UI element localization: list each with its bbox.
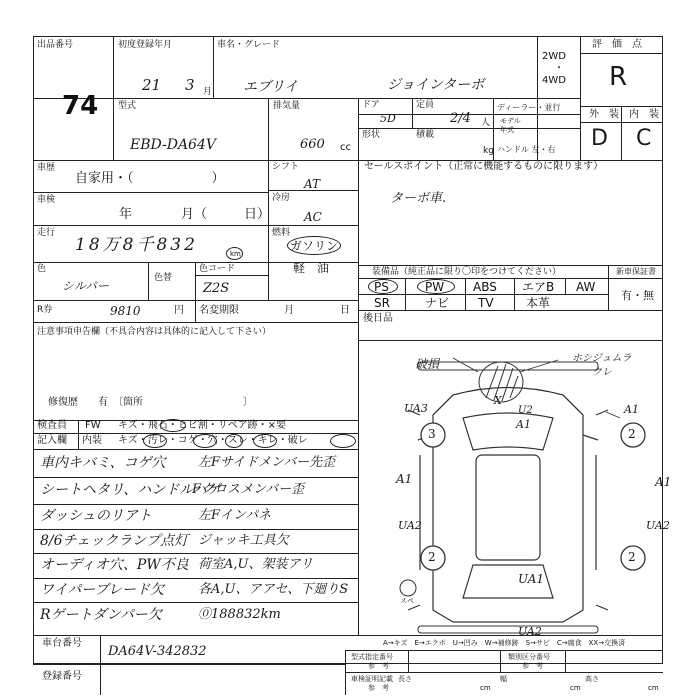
displacement-label: 排気量 xyxy=(273,101,301,111)
divider xyxy=(580,53,663,54)
mark-a1-right: A1 xyxy=(655,475,672,489)
mileage-value: 18万8千832 xyxy=(75,235,198,255)
inspection-day: 日） xyxy=(244,207,271,222)
tire-rr-number: 2 xyxy=(628,550,636,564)
namechange-day: 日 xyxy=(340,305,350,316)
car-damage-diagram xyxy=(358,340,663,638)
divider xyxy=(580,36,581,160)
divider xyxy=(33,225,268,226)
cert-ref: 参 考 xyxy=(368,684,389,692)
tire-rl-number: 2 xyxy=(428,550,436,564)
capacity-unit: 人 xyxy=(481,118,491,128)
interior-label: 内 装 xyxy=(629,109,659,120)
class-label: 類別区分番号 xyxy=(508,653,550,661)
note-right-6: 各A,U、アアセ、下廻りS xyxy=(198,582,349,597)
chassis-value: DA64V-342832 xyxy=(108,644,207,659)
inspector-items: キズ・飛石・ヒビ割・リペア跡・×要 xyxy=(118,420,286,431)
mark-circle xyxy=(160,419,186,432)
reg-year: 21 xyxy=(142,76,162,94)
color-swap-label: 色替 xyxy=(154,273,173,283)
divider xyxy=(213,36,214,98)
color-value: シルバー xyxy=(62,279,109,293)
shape-label: 形状 xyxy=(362,130,381,140)
mark-ua2-left: UA2 xyxy=(398,519,422,532)
length-label: 長さ xyxy=(398,675,412,683)
door-label: ドア xyxy=(362,100,380,110)
divider xyxy=(358,128,580,129)
divider xyxy=(33,322,358,323)
drive-4wd: 4WD xyxy=(542,75,566,86)
reg-label: 初度登録年月 xyxy=(118,40,173,50)
tire-fr-number: 2 xyxy=(628,427,636,441)
mark-circle xyxy=(193,434,217,448)
cert-label: 車検証明記載 xyxy=(351,675,393,683)
divider xyxy=(33,664,345,665)
divider xyxy=(358,310,663,311)
note-line-7: Rゲートダンパー欠 xyxy=(40,607,162,623)
divider xyxy=(268,98,269,160)
height-unit: cm xyxy=(648,684,659,692)
divider xyxy=(345,650,663,651)
tire-circles xyxy=(421,423,645,570)
record-label: 記入欄 xyxy=(37,435,67,446)
note-right-1: 左Fサイドメンバー先歪 xyxy=(198,455,336,470)
namechange-label: 名変期限 xyxy=(199,305,239,316)
divider xyxy=(148,262,149,300)
dealer-label: ディーラー・並行 xyxy=(497,103,561,112)
equip-tv: TV xyxy=(478,296,494,310)
history-label: 車歴 xyxy=(37,163,56,173)
fuel-label: 燃料 xyxy=(272,228,291,238)
recycle-unit: 円 xyxy=(174,305,184,316)
divider xyxy=(465,278,466,310)
handle-label: ハンドル 左・右 xyxy=(497,145,556,154)
divider xyxy=(33,433,358,434)
history-value: 自家用・（ ） xyxy=(75,171,225,186)
exterior-grade: D xyxy=(591,126,608,151)
divider xyxy=(33,553,358,554)
length-unit: cm xyxy=(480,684,491,692)
divider xyxy=(358,278,663,279)
mark-kure-front: クレ xyxy=(592,367,612,378)
note-right-5: 荷室A,U、架装アリ xyxy=(198,557,313,572)
class-ref: 参 考 xyxy=(522,662,543,670)
inspector-fw: FW xyxy=(85,420,101,431)
divider xyxy=(565,650,566,672)
divider xyxy=(358,294,608,295)
divider xyxy=(33,578,358,579)
mark-circle xyxy=(330,434,356,448)
mark-a1-front-right: A1 xyxy=(624,403,639,416)
divider xyxy=(33,192,268,193)
color-label: 色 xyxy=(37,264,47,274)
tire-fl-number: 3 xyxy=(428,427,436,441)
mark-a1-left: A1 xyxy=(396,472,413,486)
mark-hason: 破損 xyxy=(415,357,440,371)
note-line-6: ワイパーブレード欠 xyxy=(40,582,165,598)
equip-pw: PW xyxy=(425,280,445,294)
drive-dot: ・ xyxy=(554,63,564,74)
width-unit: cm xyxy=(570,684,581,692)
equip-abs: ABS xyxy=(473,280,497,294)
notice-label: 注意事項申告欄（不具合内容は具体的に記入して下さい） xyxy=(37,327,272,337)
warranty-label: 新車保証書 xyxy=(616,267,656,276)
note-right-7: ⓪188832km xyxy=(198,607,281,622)
mark-ua2-right: UA2 xyxy=(646,519,670,532)
type-cert-label: 型式指定番号 xyxy=(351,653,393,661)
door-value: 5D xyxy=(380,112,396,125)
divider xyxy=(33,477,358,478)
type-cert-ref: 参 考 xyxy=(368,662,389,670)
divider xyxy=(345,672,663,673)
registration-label: 登録番号 xyxy=(42,671,82,682)
divider xyxy=(405,278,406,310)
divider xyxy=(78,420,79,449)
note-right-2: Fクロスメンバー歪 xyxy=(192,482,305,497)
mark-a1-hood: A1 xyxy=(516,418,531,431)
divider xyxy=(358,98,359,160)
equip-ps-circle xyxy=(368,279,398,294)
colorcode-value: Z2S xyxy=(203,281,230,296)
eval-score: R xyxy=(609,62,628,92)
equip-leather: 本革 xyxy=(526,296,551,310)
capacity-label: 定員 xyxy=(416,100,435,110)
fuel-diesel: 軽 油 xyxy=(293,261,330,275)
interior-grade: C xyxy=(636,126,652,151)
note-line-5: オーディオ穴、PW不良 xyxy=(40,557,189,573)
divider xyxy=(33,602,358,603)
equip-airbag: エアB xyxy=(522,280,555,294)
displacement-value: 660 xyxy=(300,137,325,152)
inspection-year: 年 xyxy=(119,207,133,222)
equip-ps: PS xyxy=(374,280,389,294)
inspector-label: 検査員 xyxy=(37,420,67,431)
divider xyxy=(268,225,358,226)
aftermarket-label: 後日品 xyxy=(363,313,393,324)
divider xyxy=(500,650,501,672)
model-value: EBD-DA64V xyxy=(130,137,216,153)
divider xyxy=(412,98,413,128)
load-unit: kg xyxy=(483,146,494,156)
recycle-label: R券 xyxy=(37,305,53,315)
shift-value: AT xyxy=(304,177,321,191)
divider xyxy=(33,504,358,505)
mark-circle xyxy=(253,434,277,448)
namechange-month: 月 xyxy=(284,305,294,316)
reg-month: 3 xyxy=(185,76,195,94)
note-right-3: 左Fインパネ xyxy=(198,508,272,523)
divider xyxy=(514,278,515,310)
equip-pw-circle xyxy=(417,279,455,294)
equip-navi: ナビ xyxy=(425,296,450,310)
record-naiso: 内装 xyxy=(82,435,102,446)
equip-aw: AW xyxy=(576,280,596,294)
legend: A→キズ E→エクボ U→凹み W→補修跡 S→サビ C→腐食 XX→交換済 xyxy=(383,639,626,647)
fuel-gasoline-circle xyxy=(287,236,341,255)
divider xyxy=(195,262,196,322)
displacement-unit: cc xyxy=(340,142,351,153)
divider xyxy=(100,635,101,695)
mark-ua2-rear: UA2 xyxy=(518,625,542,638)
divider xyxy=(608,265,609,310)
inspection-month: 月（ xyxy=(181,207,208,222)
divider xyxy=(565,278,566,294)
note-line-3: ダッシュのリアト xyxy=(40,508,152,524)
equip-label: 装備品（純正品に限り〇印をつけてください） xyxy=(372,267,562,277)
mark-hoshijumura: ホシジュムラ xyxy=(572,353,632,364)
load-label: 積載 xyxy=(416,130,435,140)
equip-sr: SR xyxy=(374,296,390,310)
mark-ua1: UA1 xyxy=(518,572,545,586)
modelyear-label: モデル xyxy=(500,117,521,125)
ac-label: 冷房 xyxy=(272,193,291,203)
exterior-label: 外 装 xyxy=(589,109,619,120)
divider xyxy=(33,449,358,450)
divider xyxy=(33,529,358,530)
divider xyxy=(268,160,269,300)
mileage-label: 走行 xyxy=(37,228,56,238)
shift-label: シフト xyxy=(272,162,300,172)
car-grade: ジョインターボ xyxy=(387,77,485,93)
note-line-2: シートヘタリ、ハンドルハゲ xyxy=(40,482,221,498)
capacity-value: 2/4 xyxy=(450,111,471,126)
mark-circle xyxy=(225,434,243,448)
mileage-unit: km xyxy=(230,250,241,258)
km-circle xyxy=(226,247,243,260)
lot-label: 出品番号 xyxy=(37,40,74,50)
model-label: 型式 xyxy=(118,101,137,111)
note-line-1: 車内キバミ、コゲ穴 xyxy=(40,455,166,471)
lot-number: 74 xyxy=(62,91,99,121)
width-label: 幅 xyxy=(500,675,507,683)
mark-u2: U2 xyxy=(518,405,533,416)
divider xyxy=(33,635,663,636)
fuel-gasoline: ガソリン xyxy=(290,239,339,253)
mark-circle xyxy=(143,434,167,448)
name-label: 車名・グレード xyxy=(217,40,281,50)
spare-label: スペ xyxy=(400,597,414,605)
sales-value: ターボ車. xyxy=(390,191,447,206)
chassis-label: 車台番号 xyxy=(42,638,82,649)
mark-x: X xyxy=(494,394,502,407)
height-label: 高さ xyxy=(585,675,599,683)
divider xyxy=(358,265,663,266)
recycle-value: 9810 xyxy=(110,304,141,318)
record-items: キズ・汚レ・コゲ・穴・スレ・キレ・破レ xyxy=(118,435,308,446)
eval-label: 評 価 点 xyxy=(592,39,642,50)
note-right-4: ジャッキ工具欠 xyxy=(198,533,289,548)
sales-label: セールスポイント（正常に機能するものに限ります） xyxy=(364,161,604,172)
inspection-label: 車検 xyxy=(37,195,56,205)
mark-ua3: UA3 xyxy=(404,402,428,415)
modelyear-label2: 年式 xyxy=(500,126,514,134)
ac-value: AC xyxy=(304,210,322,224)
warranty-value: 有・無 xyxy=(621,289,654,302)
divider xyxy=(621,106,622,160)
repair-history-label: 修復歴 有 〔箇所 〕 xyxy=(48,397,253,408)
reg-month-unit: 月 xyxy=(203,87,213,97)
divider xyxy=(195,275,268,276)
colorcode-label: 色コード xyxy=(199,264,236,274)
car-name: エブリイ xyxy=(243,79,299,95)
divider xyxy=(408,650,409,672)
divider xyxy=(33,98,580,99)
drive-2wd: 2WD xyxy=(542,51,566,62)
note-line-4: 8/6チェックランプ点灯 xyxy=(40,533,189,549)
